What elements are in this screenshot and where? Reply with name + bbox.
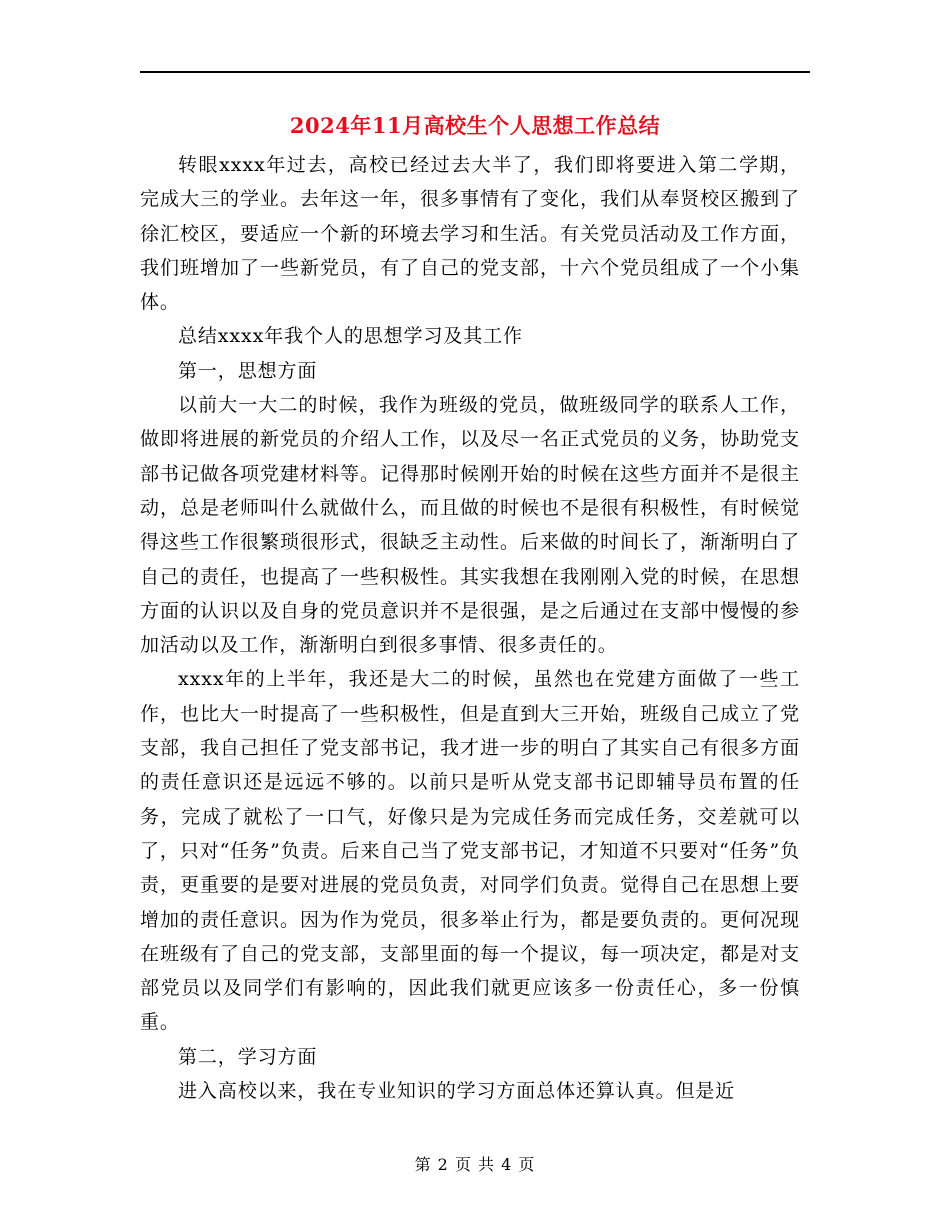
document-title: 2024年11月高校生个人思想工作总结 [289,113,661,138]
paragraph-summary-heading: 总结xxxx年我个人的思想学习及其工作 [178,325,523,348]
section-heading-study: 第二，学习方面 [178,1045,318,1068]
section-heading-thought: 第一，思想方面 [178,359,318,382]
page-number-footer: 第 2 页 共 4 页 [414,1155,536,1174]
document-body [140,148,800,1108]
header-rule [140,71,810,73]
paragraph-thought-2: xxxx年的上半年，我还是大二的时候，虽然也在党建方面做了一些工作，也比大一时提高了一些积极性，但是直到大三开始，班级自己成立了党支部，我自己担任了党支部书记，我才进一步的明白了其实自己有很多方面的责任意识还是远远不够的。以前只是听从党支部书记即辅导员布置的任务，完成了就松了一口气，好像只是为完成任务而完成任务，交差就可以了，只对“任务”负责。后来自己当了党支部书记，才知道不只要对“任务”负责，更重要的是要对进展的党员负责，对同学们负责。觉得自己在思想上要增加的责任意识。因为作为党员，很多举止行为，都是要负责的。更何况现在班级有了自己的党支部，支部里面的每一个提议，每一项决定，都是对支部党员以及同学们有影响的，因此我们就更应该多一份责任心，多一份慎重。 [140,668,800,1034]
paragraph-study-1: 进入高校以来，我在专业知识的学习方面总体还算认真。但是近 [178,1080,736,1103]
paragraph-thought-1: 以前大一大二的时候，我作为班级的党员，做班级同学的联系人工作，做即将进展的新党员的介绍人工作，以及尽一名正式党员的义务，协助党支部书记做各项党建材料等。记得那时候刚开始的时候在这些方面并不是很主动，总是老师叫什么就做什么，而且做的时候也不是很有积极性，有时候觉得这些工作很繁琐很形式，很缺乏主动性。后来做的时间长了，渐渐明白了自己的责任，也提高了一些积极性。其实我想在我刚刚入党的时候，在思想方面的认识以及自身的党员意识并不是很强，是之后通过在支部中慢慢的参加活动以及工作，渐渐明白到很多事情、很多责任的。 [140,394,800,657]
paragraph-intro: 转眼xxxx年过去，高校已经过去大半了，我们即将要进入第二学期，完成大三的学业。去年这一年，很多事情有了变化，我们从奉贤校区搬到了徐汇校区，要适应一个新的环境去学习和生活。有关党员活动及工作方面，我们班增加了一些新党员，有了自己的党支部，十六个党员组成了一个小集体。 [140,154,800,314]
